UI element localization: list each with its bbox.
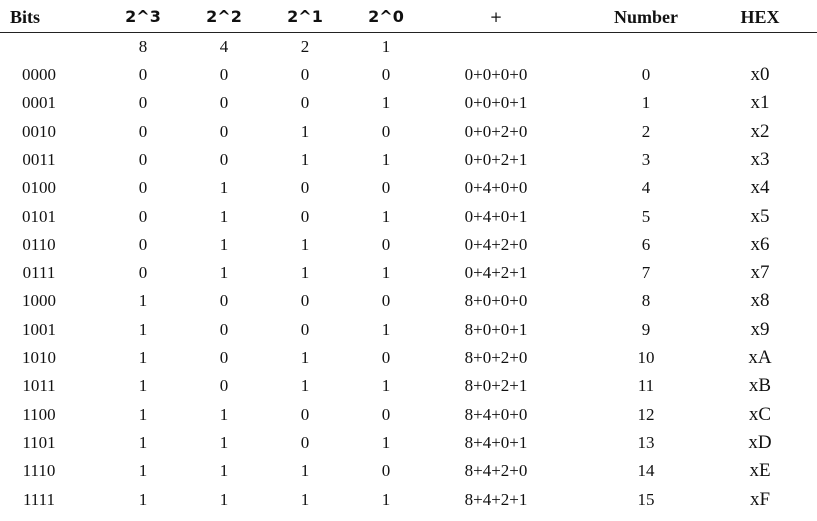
cell-sum: 8+0+2+0 (464, 348, 528, 367)
table-row (0, 61, 817, 89)
cell-2pow1: 1 (300, 461, 310, 481)
table-row (0, 146, 817, 174)
cell-number: 0 (641, 65, 651, 84)
cell-hex: xC (748, 403, 772, 425)
cell-2pow3: 0 (138, 65, 148, 84)
weight-2pow3: 8 (138, 37, 148, 56)
cell-2pow1: 1 (300, 489, 310, 509)
cell-bits: 1101 (22, 432, 56, 452)
cell-2pow0: 0 (381, 404, 391, 424)
table-row (0, 118, 817, 146)
cell-number: 3 (641, 149, 651, 169)
cell-2pow2: 0 (219, 149, 229, 169)
cell-number: 4 (641, 178, 651, 198)
cell-2pow0: 1 (381, 149, 391, 169)
header-hex: HEX (740, 7, 780, 27)
table-row (0, 287, 817, 315)
cell-hex: xA (748, 347, 772, 368)
cell-sum: 0+4+0+0 (464, 178, 528, 198)
cell-sum: 0+4+2+1 (464, 263, 528, 283)
cell-number: 11 (637, 376, 655, 396)
cell-sum: 8+4+0+1 (464, 432, 528, 452)
cell-bits: 1100 (22, 404, 56, 424)
cell-bits: 0010 (22, 121, 56, 141)
cell-2pow2: 1 (219, 404, 229, 424)
cell-hex: x6 (750, 233, 770, 255)
cell-2pow1: 1 (300, 348, 310, 367)
cell-hex: x4 (750, 177, 770, 199)
cell-sum: 8+0+0+1 (464, 319, 528, 339)
cell-2pow1: 1 (300, 263, 310, 283)
cell-number: 14 (637, 461, 655, 481)
cell-2pow3: 1 (138, 291, 148, 311)
cell-2pow3: 1 (138, 461, 148, 481)
cell-bits: 1001 (22, 319, 56, 339)
cell-2pow2: 0 (219, 121, 229, 141)
cell-sum: 0+0+2+1 (464, 149, 528, 169)
table-row (0, 89, 817, 117)
cell-2pow3: 1 (138, 432, 148, 452)
cell-number: 10 (637, 348, 655, 367)
cell-2pow1: 1 (300, 149, 310, 169)
cell-2pow2: 1 (219, 178, 229, 198)
cell-number: 5 (641, 206, 651, 226)
cell-2pow1: 0 (300, 178, 310, 198)
cell-2pow1: 0 (300, 65, 310, 84)
cell-bits: 0001 (22, 93, 56, 113)
cell-2pow2: 1 (219, 206, 229, 226)
table-row (0, 372, 817, 400)
cell-bits: 1000 (22, 291, 56, 311)
cell-number: 9 (641, 319, 651, 339)
cell-number: 1 (641, 93, 651, 113)
cell-2pow0: 1 (381, 376, 391, 396)
cell-2pow0: 0 (381, 348, 391, 367)
cell-sum: 0+4+2+0 (464, 234, 528, 254)
cell-sum: 8+4+0+0 (464, 404, 528, 424)
cell-bits: 0000 (22, 65, 56, 84)
cell-2pow1: 0 (300, 404, 310, 424)
cell-2pow2: 1 (219, 489, 229, 509)
cell-2pow0: 1 (381, 489, 391, 509)
cell-2pow3: 1 (138, 348, 148, 367)
cell-2pow1: 1 (300, 234, 310, 254)
cell-2pow0: 0 (381, 234, 391, 254)
cell-2pow0: 1 (381, 319, 391, 339)
cell-2pow3: 1 (138, 404, 148, 424)
weights-row (0, 33, 817, 61)
cell-hex: x5 (750, 205, 770, 227)
cell-2pow0: 0 (381, 461, 391, 481)
cell-bits: 1010 (22, 348, 56, 367)
cell-2pow0: 1 (381, 93, 391, 113)
cell-sum: 0+0+0+1 (464, 93, 528, 113)
cell-number: 13 (637, 432, 655, 452)
cell-2pow1: 1 (300, 121, 310, 141)
cell-2pow2: 1 (219, 234, 229, 254)
cell-2pow2: 1 (219, 432, 229, 452)
cell-2pow0: 0 (381, 121, 391, 141)
cell-2pow3: 0 (138, 234, 148, 254)
cell-2pow2: 1 (219, 263, 229, 283)
table-header-row (0, 2, 817, 34)
weight-2pow2: 4 (219, 37, 229, 56)
table-row (0, 429, 817, 457)
cell-2pow2: 0 (219, 376, 229, 396)
cell-hex: x1 (750, 92, 770, 114)
table-row (0, 231, 817, 259)
cell-number: 2 (641, 121, 651, 141)
cell-2pow3: 0 (138, 149, 148, 169)
cell-2pow2: 0 (219, 319, 229, 339)
cell-2pow0: 0 (381, 65, 391, 84)
table-row (0, 259, 817, 287)
cell-2pow3: 0 (138, 121, 148, 141)
cell-sum: 8+4+2+0 (464, 461, 528, 481)
cell-number: 8 (641, 291, 651, 311)
cell-2pow3: 0 (138, 178, 148, 198)
cell-sum: 8+0+0+0 (464, 291, 528, 311)
cell-hex: x0 (750, 64, 770, 85)
cell-number: 15 (637, 489, 655, 509)
header-bits: Bits (10, 7, 41, 27)
cell-2pow0: 1 (381, 432, 391, 452)
cell-2pow3: 1 (138, 376, 148, 396)
cell-hex: xE (749, 460, 771, 482)
table-row (0, 401, 817, 429)
cell-2pow1: 0 (300, 319, 310, 339)
cell-sum: 0+0+0+0 (464, 65, 528, 84)
cell-2pow1: 0 (300, 206, 310, 226)
table-row (0, 344, 817, 372)
cell-hex: x3 (750, 148, 770, 170)
weight-2pow0: 1 (381, 37, 391, 56)
cell-2pow3: 1 (138, 319, 148, 339)
header-number: Number (614, 7, 678, 27)
weight-2pow1: 2 (300, 37, 310, 56)
cell-2pow0: 1 (381, 263, 391, 283)
header-sum: + (489, 8, 503, 26)
cell-hex: xB (748, 375, 772, 397)
cell-2pow3: 1 (138, 489, 148, 509)
cell-2pow0: 1 (381, 206, 391, 226)
cell-hex: x2 (750, 120, 770, 142)
cell-bits: 0110 (22, 234, 56, 254)
table-row (0, 316, 817, 344)
cell-bits: 0111 (22, 263, 56, 283)
cell-2pow2: 0 (219, 65, 229, 84)
cell-2pow1: 1 (300, 376, 310, 396)
cell-sum: 0+4+0+1 (464, 206, 528, 226)
cell-2pow0: 0 (381, 178, 391, 198)
cell-number: 12 (637, 404, 655, 424)
cell-2pow3: 0 (138, 263, 148, 283)
cell-2pow3: 0 (138, 206, 148, 226)
cell-bits: 1111 (22, 489, 56, 509)
header-2pow2: 2^2 (206, 7, 242, 26)
table-row (0, 457, 817, 485)
cell-bits: 0100 (22, 178, 56, 198)
cell-hex: xD (748, 431, 772, 453)
cell-2pow2: 0 (219, 93, 229, 113)
cell-bits: 1110 (22, 461, 56, 481)
cell-2pow2: 0 (219, 291, 229, 311)
header-2pow3: 2^3 (125, 7, 161, 26)
table-row (0, 486, 817, 514)
cell-hex: x9 (750, 318, 770, 340)
header-2pow1: 2^1 (287, 7, 323, 26)
cell-2pow3: 0 (138, 93, 148, 113)
cell-2pow0: 0 (381, 291, 391, 311)
cell-sum: 8+4+2+1 (464, 489, 528, 509)
cell-sum: 0+0+2+0 (464, 121, 528, 141)
cell-2pow1: 0 (300, 93, 310, 113)
cell-2pow1: 0 (300, 432, 310, 452)
cell-bits: 0011 (22, 149, 56, 169)
cell-bits: 1011 (22, 376, 56, 396)
cell-hex: x7 (750, 262, 770, 284)
cell-number: 7 (641, 263, 651, 283)
cell-2pow2: 1 (219, 461, 229, 481)
header-2pow0: 2^0 (368, 7, 404, 26)
cell-sum: 8+0+2+1 (464, 376, 528, 396)
cell-hex: x8 (750, 290, 770, 312)
cell-number: 6 (641, 234, 651, 254)
cell-2pow1: 0 (300, 291, 310, 311)
table-row (0, 203, 817, 231)
cell-2pow2: 0 (219, 348, 229, 367)
cell-hex: xF (749, 488, 771, 510)
table-row (0, 174, 817, 202)
cell-bits: 0101 (22, 206, 56, 226)
